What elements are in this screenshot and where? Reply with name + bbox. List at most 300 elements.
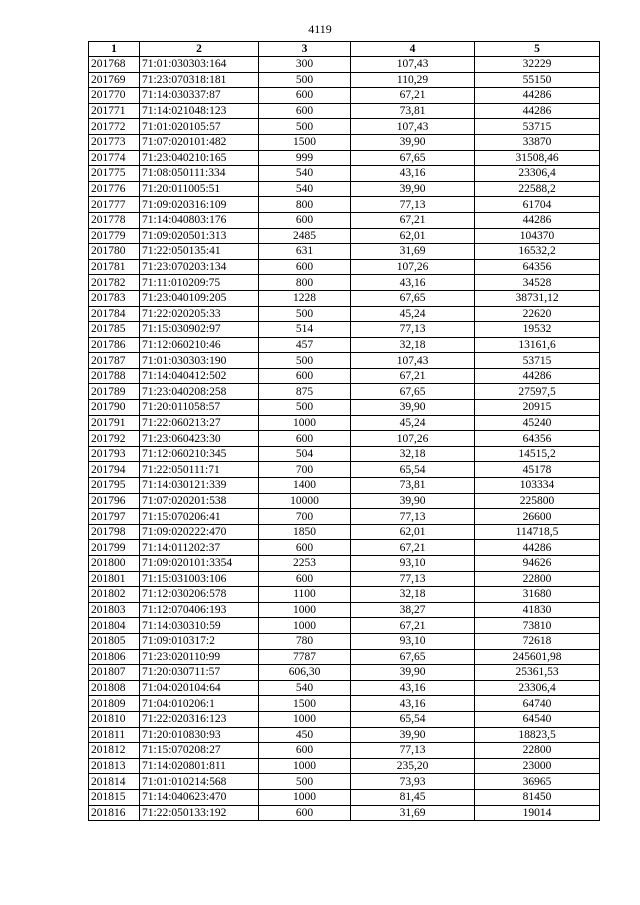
table-cell: 500	[259, 306, 351, 322]
table-cell: 77,13	[351, 322, 475, 338]
table-row	[89, 72, 600, 88]
table-cell: 71:20:011058:57	[140, 400, 259, 416]
table-row	[89, 166, 600, 182]
table-cell: 39,90	[351, 727, 475, 743]
table-cell: 201774	[89, 150, 140, 166]
table-cell: 1228	[259, 290, 351, 306]
table-cell: 71:01:010214:568	[140, 774, 259, 790]
table-cell: 16532,2	[475, 244, 600, 260]
table-body	[89, 57, 600, 821]
table-cell: 1000	[259, 758, 351, 774]
table-cell: 71:14:030121:339	[140, 478, 259, 494]
table-cell: 71:23:070318:181	[140, 72, 259, 88]
table-cell: 67,21	[351, 212, 475, 228]
column-header: 1	[89, 42, 140, 57]
table-cell: 43,16	[351, 696, 475, 712]
table-cell: 39,90	[351, 665, 475, 681]
table-row	[89, 446, 600, 462]
table-cell: 10000	[259, 493, 351, 509]
table-cell: 67,21	[351, 540, 475, 556]
table-cell: 71:14:040623:470	[140, 789, 259, 805]
table-cell: 114718,5	[475, 524, 600, 540]
table-row	[89, 431, 600, 447]
table-cell: 201792	[89, 431, 140, 447]
table-cell: 19532	[475, 322, 600, 338]
table-cell: 64356	[475, 431, 600, 447]
table-cell: 1400	[259, 478, 351, 494]
table-cell: 107,43	[351, 57, 475, 73]
table-row	[89, 743, 600, 759]
table-cell: 71:23:040109:205	[140, 290, 259, 306]
table-cell: 38,27	[351, 602, 475, 618]
table-row	[89, 353, 600, 369]
table-cell: 55150	[475, 72, 600, 88]
table-cell: 71:04:020104:64	[140, 680, 259, 696]
table-cell: 77,13	[351, 509, 475, 525]
table-cell: 201784	[89, 306, 140, 322]
table-cell: 26600	[475, 509, 600, 525]
table-row	[89, 789, 600, 805]
table-cell: 14515,2	[475, 446, 600, 462]
table-cell: 71:14:040412:502	[140, 368, 259, 384]
table-cell: 43,16	[351, 275, 475, 291]
table-row	[89, 696, 600, 712]
table-cell: 71:09:020222:470	[140, 524, 259, 540]
table-cell: 71:23:040208:258	[140, 384, 259, 400]
table-cell: 67,65	[351, 384, 475, 400]
table-cell: 34528	[475, 275, 600, 291]
table-row	[89, 540, 600, 556]
table-cell: 20915	[475, 400, 600, 416]
table-cell: 71:15:031003:106	[140, 571, 259, 587]
table-cell: 201798	[89, 524, 140, 540]
table-cell: 32229	[475, 57, 600, 73]
table-cell: 1500	[259, 696, 351, 712]
table-cell: 44286	[475, 103, 600, 119]
table-cell: 64356	[475, 259, 600, 275]
table-cell: 67,21	[351, 368, 475, 384]
table-cell: 71:20:010830:93	[140, 727, 259, 743]
table-cell: 201785	[89, 322, 140, 338]
table-row	[89, 462, 600, 478]
column-header: 5	[475, 42, 600, 57]
table-row	[89, 727, 600, 743]
table-cell: 201805	[89, 633, 140, 649]
table-cell: 201781	[89, 259, 140, 275]
table-row	[89, 602, 600, 618]
table-cell: 201776	[89, 181, 140, 197]
table-cell: 600	[259, 103, 351, 119]
table-header-row	[89, 42, 600, 57]
table-cell: 500	[259, 119, 351, 135]
table-row	[89, 805, 600, 821]
column-header: 2	[140, 42, 259, 57]
table-row	[89, 103, 600, 119]
table-cell: 201778	[89, 212, 140, 228]
table-cell: 504	[259, 446, 351, 462]
table-cell: 71:14:030310:59	[140, 618, 259, 634]
table-cell: 201799	[89, 540, 140, 556]
column-header: 3	[259, 42, 351, 57]
table-cell: 71:14:021048:123	[140, 103, 259, 119]
table-row	[89, 556, 600, 572]
table-cell: 780	[259, 633, 351, 649]
table-cell: 104370	[475, 228, 600, 244]
table-cell: 67,21	[351, 88, 475, 104]
table-cell: 201815	[89, 789, 140, 805]
table-cell: 22620	[475, 306, 600, 322]
table-row	[89, 774, 600, 790]
table-cell: 1100	[259, 587, 351, 603]
table-cell: 201812	[89, 743, 140, 759]
table-cell: 72618	[475, 633, 600, 649]
table-row	[89, 509, 600, 525]
table-cell: 201770	[89, 88, 140, 104]
table-cell: 71:22:060213:27	[140, 415, 259, 431]
table-cell: 201803	[89, 602, 140, 618]
table-cell: 67,65	[351, 649, 475, 665]
table-row	[89, 322, 600, 338]
table-cell: 71:23:060423:30	[140, 431, 259, 447]
table-cell: 1000	[259, 415, 351, 431]
table-cell: 71:12:030206:578	[140, 587, 259, 603]
table-cell: 201814	[89, 774, 140, 790]
table-cell: 110,29	[351, 72, 475, 88]
table-cell: 62,01	[351, 228, 475, 244]
table-cell: 77,13	[351, 197, 475, 213]
column-header: 4	[351, 42, 475, 57]
table-cell: 81,45	[351, 789, 475, 805]
table-cell: 61704	[475, 197, 600, 213]
table-cell: 201791	[89, 415, 140, 431]
table-cell: 201773	[89, 134, 140, 150]
table-cell: 201786	[89, 337, 140, 353]
page-number: 4119	[308, 22, 332, 36]
table-row	[89, 524, 600, 540]
table-row	[89, 618, 600, 634]
table-cell: 71:22:020205:33	[140, 306, 259, 322]
table-cell: 600	[259, 212, 351, 228]
table-cell: 71:14:020801:811	[140, 758, 259, 774]
table-cell: 600	[259, 805, 351, 821]
table-cell: 71:12:060210:345	[140, 446, 259, 462]
table-row	[89, 478, 600, 494]
table-cell: 71:09:010317:2	[140, 633, 259, 649]
table-cell: 71:22:050133:192	[140, 805, 259, 821]
table-cell: 43,16	[351, 166, 475, 182]
table-cell: 201809	[89, 696, 140, 712]
table-cell: 500	[259, 353, 351, 369]
table-cell: 201801	[89, 571, 140, 587]
table-row	[89, 134, 600, 150]
table-cell: 71:23:040210:165	[140, 150, 259, 166]
table-cell: 201810	[89, 711, 140, 727]
table-cell: 500	[259, 400, 351, 416]
table-cell: 245601,98	[475, 649, 600, 665]
table-cell: 73,81	[351, 103, 475, 119]
table-cell: 71:09:020316:109	[140, 197, 259, 213]
table-cell: 7787	[259, 649, 351, 665]
table-cell: 27597,5	[475, 384, 600, 400]
table-row	[89, 275, 600, 291]
table-cell: 875	[259, 384, 351, 400]
table-cell: 800	[259, 197, 351, 213]
table-cell: 31508,46	[475, 150, 600, 166]
table-cell: 71:20:011005:51	[140, 181, 259, 197]
table-cell: 71:09:020101:3354	[140, 556, 259, 572]
table-cell: 71:23:020110:99	[140, 649, 259, 665]
table-cell: 71:22:050111:71	[140, 462, 259, 478]
table-cell: 1000	[259, 602, 351, 618]
table-cell: 450	[259, 727, 351, 743]
table-cell: 201772	[89, 119, 140, 135]
table-cell: 1000	[259, 618, 351, 634]
table-cell: 2485	[259, 228, 351, 244]
table-cell: 23306,4	[475, 166, 600, 182]
table-cell: 201794	[89, 462, 140, 478]
table-cell: 43,16	[351, 680, 475, 696]
table-cell: 201768	[89, 57, 140, 73]
table-row	[89, 259, 600, 275]
table-cell: 1850	[259, 524, 351, 540]
table-row	[89, 711, 600, 727]
table-row	[89, 150, 600, 166]
table-cell: 201800	[89, 556, 140, 572]
table-cell: 67,65	[351, 150, 475, 166]
table-cell: 93,10	[351, 633, 475, 649]
table-cell: 201780	[89, 244, 140, 260]
table-row	[89, 493, 600, 509]
table-cell: 1000	[259, 711, 351, 727]
table-cell: 23000	[475, 758, 600, 774]
table-row	[89, 571, 600, 587]
table-cell: 600	[259, 88, 351, 104]
table-cell: 71:14:040803:176	[140, 212, 259, 228]
table-cell: 201777	[89, 197, 140, 213]
table-cell: 540	[259, 181, 351, 197]
table-cell: 13161,6	[475, 337, 600, 353]
table-cell: 71:22:020316:123	[140, 711, 259, 727]
table-cell: 540	[259, 680, 351, 696]
table-cell: 22588,2	[475, 181, 600, 197]
table-cell: 500	[259, 72, 351, 88]
table-cell: 201775	[89, 166, 140, 182]
table-cell: 201802	[89, 587, 140, 603]
table-cell: 71:12:070406:193	[140, 602, 259, 618]
table-cell: 71:01:020105:57	[140, 119, 259, 135]
table-cell: 67,21	[351, 618, 475, 634]
table-cell: 999	[259, 150, 351, 166]
table-cell: 71:15:070208:27	[140, 743, 259, 759]
table-cell: 201790	[89, 400, 140, 416]
table-cell: 71:08:050111:334	[140, 166, 259, 182]
table-cell: 39,90	[351, 493, 475, 509]
table-cell: 201789	[89, 384, 140, 400]
table-cell: 201795	[89, 478, 140, 494]
table-row	[89, 680, 600, 696]
table-cell: 73,93	[351, 774, 475, 790]
table-cell: 71:14:011202:37	[140, 540, 259, 556]
table-cell: 606,30	[259, 665, 351, 681]
table-cell: 71:20:030711:57	[140, 665, 259, 681]
table-cell: 31680	[475, 587, 600, 603]
table-cell: 71:11:010209:75	[140, 275, 259, 291]
table-cell: 71:12:060210:46	[140, 337, 259, 353]
table-cell: 25361,53	[475, 665, 600, 681]
table-cell: 31,69	[351, 805, 475, 821]
table-row	[89, 88, 600, 104]
table-cell: 500	[259, 774, 351, 790]
table-cell: 700	[259, 462, 351, 478]
table-cell: 71:22:050135:41	[140, 244, 259, 260]
table-cell: 201806	[89, 649, 140, 665]
table-cell: 53715	[475, 119, 600, 135]
table-cell: 22800	[475, 571, 600, 587]
table-cell: 71:09:020501:313	[140, 228, 259, 244]
table-cell: 71:23:070203:134	[140, 259, 259, 275]
table-cell: 201804	[89, 618, 140, 634]
table-cell: 41830	[475, 602, 600, 618]
table-cell: 81450	[475, 789, 600, 805]
table-cell: 235,20	[351, 758, 475, 774]
table-cell: 201782	[89, 275, 140, 291]
table-cell: 201808	[89, 680, 140, 696]
table-cell: 71:15:030902:97	[140, 322, 259, 338]
table-cell: 73,81	[351, 478, 475, 494]
table-cell: 107,26	[351, 431, 475, 447]
table-cell: 300	[259, 57, 351, 73]
table-cell: 45240	[475, 415, 600, 431]
table-cell: 64740	[475, 696, 600, 712]
table-cell: 39,90	[351, 400, 475, 416]
table-cell: 201796	[89, 493, 140, 509]
table-row	[89, 649, 600, 665]
table-cell: 93,10	[351, 556, 475, 572]
table-cell: 201769	[89, 72, 140, 88]
table-cell: 201811	[89, 727, 140, 743]
table-cell: 53715	[475, 353, 600, 369]
table-cell: 600	[259, 571, 351, 587]
table-cell: 32,18	[351, 446, 475, 462]
table-cell: 18823,5	[475, 727, 600, 743]
table-cell: 44286	[475, 88, 600, 104]
table-cell: 631	[259, 244, 351, 260]
table-cell: 71:07:020201:538	[140, 493, 259, 509]
table-cell: 77,13	[351, 743, 475, 759]
table-row	[89, 181, 600, 197]
table-cell: 201787	[89, 353, 140, 369]
table-cell: 71:01:030303:190	[140, 353, 259, 369]
table-row	[89, 633, 600, 649]
table-row	[89, 400, 600, 416]
table-row	[89, 337, 600, 353]
table-cell: 540	[259, 166, 351, 182]
table-cell: 1500	[259, 134, 351, 150]
table-cell: 514	[259, 322, 351, 338]
table-cell: 201788	[89, 368, 140, 384]
table-cell: 62,01	[351, 524, 475, 540]
table-cell: 38731,12	[475, 290, 600, 306]
table-cell: 107,26	[351, 259, 475, 275]
table-cell: 32,18	[351, 587, 475, 603]
table-cell: 201813	[89, 758, 140, 774]
table-cell: 31,69	[351, 244, 475, 260]
table-cell: 600	[259, 540, 351, 556]
table-cell: 800	[259, 275, 351, 291]
table-cell: 600	[259, 368, 351, 384]
table-row	[89, 368, 600, 384]
table-cell: 700	[259, 509, 351, 525]
table-row	[89, 758, 600, 774]
table-row	[89, 384, 600, 400]
table-row	[89, 415, 600, 431]
table-cell: 201797	[89, 509, 140, 525]
table-cell: 77,13	[351, 571, 475, 587]
table-cell: 73810	[475, 618, 600, 634]
table-cell: 32,18	[351, 337, 475, 353]
table-cell: 45178	[475, 462, 600, 478]
table-row	[89, 119, 600, 135]
table-cell: 201807	[89, 665, 140, 681]
table-row	[89, 587, 600, 603]
table-row	[89, 665, 600, 681]
table-cell: 600	[259, 259, 351, 275]
table-cell: 45,24	[351, 415, 475, 431]
table-cell: 201783	[89, 290, 140, 306]
table-cell: 107,43	[351, 119, 475, 135]
table-cell: 45,24	[351, 306, 475, 322]
table-row	[89, 197, 600, 213]
table-cell: 65,54	[351, 462, 475, 478]
table-cell: 225800	[475, 493, 600, 509]
table-row	[89, 244, 600, 260]
table-row	[89, 212, 600, 228]
table-row	[89, 290, 600, 306]
table-cell: 600	[259, 743, 351, 759]
table-cell: 44286	[475, 540, 600, 556]
table-cell: 64540	[475, 711, 600, 727]
table-row	[89, 306, 600, 322]
table-cell: 2253	[259, 556, 351, 572]
table-cell: 71:07:020101:482	[140, 134, 259, 150]
table-cell: 71:15:070206:41	[140, 509, 259, 525]
table-cell: 201793	[89, 446, 140, 462]
table-cell: 19014	[475, 805, 600, 821]
table-row	[89, 228, 600, 244]
table-cell: 201816	[89, 805, 140, 821]
table-cell: 39,90	[351, 181, 475, 197]
table-cell: 65,54	[351, 711, 475, 727]
table-cell: 23306,4	[475, 680, 600, 696]
table-cell: 457	[259, 337, 351, 353]
table-cell: 22800	[475, 743, 600, 759]
table-cell: 39,90	[351, 134, 475, 150]
table-cell: 71:01:030303:164	[140, 57, 259, 73]
table-cell: 103334	[475, 478, 600, 494]
table-cell: 67,65	[351, 290, 475, 306]
table-cell: 33870	[475, 134, 600, 150]
table-cell: 44286	[475, 212, 600, 228]
table-cell: 44286	[475, 368, 600, 384]
table-cell: 71:04:010206:1	[140, 696, 259, 712]
table-cell: 94626	[475, 556, 600, 572]
table-cell: 600	[259, 431, 351, 447]
table-cell: 36965	[475, 774, 600, 790]
table-cell: 201779	[89, 228, 140, 244]
table-cell: 201771	[89, 103, 140, 119]
table-cell: 1000	[259, 789, 351, 805]
table-cell: 71:14:030337:87	[140, 88, 259, 104]
